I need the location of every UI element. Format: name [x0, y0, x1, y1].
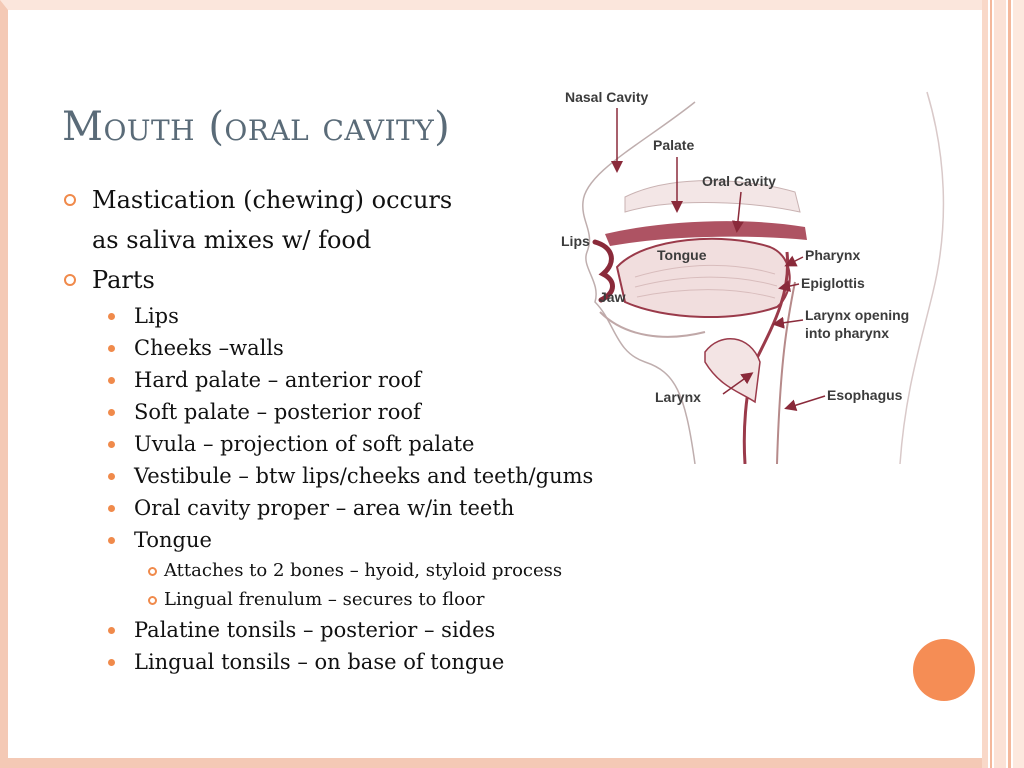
slide-title: Mouth (oral cavity)	[62, 104, 451, 150]
bullet-marker	[64, 194, 76, 206]
decorative-circle	[913, 639, 975, 701]
sub-bullet-lingual-tonsils: Lingual tonsils – on base of tongue	[62, 646, 722, 678]
label-tongue: Tongue	[657, 247, 707, 263]
bullet-parts: Parts	[62, 260, 722, 300]
sub-bullet-vestibule: Vestibule – btw lips/cheeks and teeth/gums	[62, 460, 722, 492]
sub-bullet-lips: Lips	[62, 300, 722, 332]
label-esophagus: Esophagus	[827, 387, 903, 403]
bullet-marker	[64, 274, 76, 286]
label-oral-cavity: Oral Cavity	[702, 173, 776, 189]
bullet-marker	[108, 441, 115, 448]
sub-bullet-cheeks: Cheeks –walls	[62, 332, 722, 364]
sub-bullet-palatine-tonsils: Palatine tonsils – posterior – sides	[62, 614, 722, 646]
label-jaw: Jaw	[599, 289, 626, 305]
label-nasal-cavity: Nasal Cavity	[565, 89, 649, 105]
bullet-marker	[148, 567, 157, 576]
label-larynx-opening-2: into pharynx	[805, 325, 890, 341]
label-lips: Lips	[561, 233, 590, 249]
bullet-marker	[108, 377, 115, 384]
bullet-marker	[108, 627, 115, 634]
label-epiglottis: Epiglottis	[801, 275, 865, 291]
sub-bullet-tongue: Tongue	[62, 524, 722, 556]
bullet-marker	[108, 409, 115, 416]
bullet-marker	[148, 596, 157, 605]
sub-bullet-soft-palate: Soft palate – posterior roof	[62, 396, 722, 428]
sub-sub-bullet-tongue-attaches: Attaches to 2 bones – hyoid, styloid process	[62, 556, 722, 585]
larynx-shape	[705, 339, 760, 402]
bullet-marker	[108, 473, 115, 480]
mouth-anatomy-diagram	[555, 62, 955, 464]
bullet-marker	[108, 313, 115, 320]
bullet-marker	[108, 345, 115, 352]
bullet-marker	[108, 659, 115, 666]
sub-bullet-hard-palate: Hard palate – anterior roof	[62, 364, 722, 396]
label-larynx-opening-1: Larynx opening	[805, 307, 910, 323]
sub-sub-bullet-lingual-frenulum: Lingual frenulum – secures to floor	[62, 585, 722, 614]
bullet-marker	[108, 537, 115, 544]
label-larynx: Larynx	[655, 389, 701, 405]
head-outline	[900, 92, 943, 464]
bullet-mastication: Mastication (chewing) occurs as saliva mixes w/ food	[62, 180, 722, 260]
sub-bullet-uvula: Uvula – projection of soft palate	[62, 428, 722, 460]
label-palate: Palate	[653, 137, 695, 153]
sub-bullet-oral-cavity-proper: Oral cavity proper – area w/in teeth	[62, 492, 722, 524]
bullet-marker	[108, 505, 115, 512]
right-decoration-stripes	[982, 0, 1024, 768]
label-pharynx: Pharynx	[805, 247, 861, 263]
